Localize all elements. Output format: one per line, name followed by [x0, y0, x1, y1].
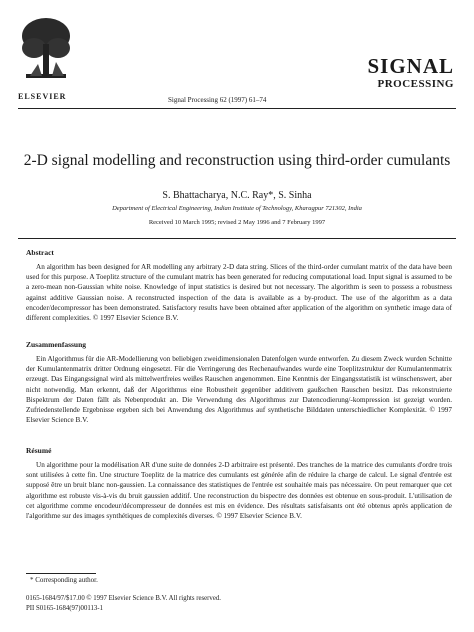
journal-title-line1: SIGNAL	[367, 54, 454, 78]
publisher-name: ELSEVIER	[18, 92, 67, 101]
corresponding-author-footnote: * Corresponding author.	[30, 576, 98, 584]
article-title: 2-D signal modelling and reconstruction using third-order cumulants	[23, 152, 451, 169]
abstract-heading: Abstract	[26, 248, 54, 257]
zusammenfassung-paragraph: Ein Algorithmus für die AR-Modellierung von beliebigen zweidimensionalen Datenfolgen wurde entworfen. Zu diesem Zweck wurden Schnitte der Kumulantenmatrix dritter Ordnung eingesetzt. Für die Verringerung des Rechenaufwandes wurde eine Toeplitzstruktur der Kumulantenmatrix erzeugt. Das Eingangssignal wird als mittelwertfreies weißes Rauschen angenommen. Eine Kenntnis der Eingangsstatistik ist wünschenswert, aber nicht notwendig. Man erkennt, daß der Algorithmus eine Robustheit gegenüber additivem gaußschen Rauschen besitzt. Das rekonstruierte Bispektrum der Daten fällt als Nebenprodukt an. Die Verwendung des Algorithmus zur Datencodierung/-kompression ist gezeigt worden. Zufriedenstellende Ergebnisse ergeben sich bei Anwendung des Algorithmus auf synthetische Bilddaten unterschiedlicher Komplexität. © 1997 Elsevier Science B.V.	[26, 355, 452, 425]
abstract-text	[26, 262, 452, 323]
zusammenfassung-heading: Zusammenfassung	[26, 340, 87, 349]
article-authors: S. Bhattacharya, N.C. Ray*, S. Sinha	[162, 190, 312, 201]
abstract-paragraph: An algorithm has been designed for AR modelling any arbitrary 2-D data string. Slices of the third-order cumulant matrix of the data have been used for this purpose. A Toeplitz structure of the cumulant matrix has been generated for reducing computational load. Input signal is assumed to be a zero-mean non-Gaussian white noise. Knowledge of input statistics is desired but not necessary. The algorithm is seen to possess a robustness against additive Gaussian noise. A reconstructed inspection of the data is available as a by-product. The use of the algorithm as a data encoder/decompressor has been demonstrated. Satisfactory results have been obtained after application of the algorithm on synthetic image data of different complexities. © 1997 Elsevier Science B.V.	[26, 263, 452, 323]
header-rule	[18, 108, 456, 109]
resume-text	[26, 460, 452, 521]
resume-heading: Résumé	[26, 446, 52, 455]
journal-title-line2: PROCESSING	[377, 78, 454, 90]
journal-title	[334, 56, 454, 90]
received-dates: Received 10 March 1995; revised 2 May 1996 and 7 February 1997	[148, 219, 326, 226]
resume-paragraph: Un algorithme pour la modélisation AR d'une suite de données 2-D arbitraire est présenté. Des tranches de la matrice des cumulants d'ordre trois sont utilisées à cette fin. Une structure Toeplitz de la matrice des cumulants est générée afin de réduire la charge de calcul. Le signal d'entrée est supposé être un bruit blanc non-gaussien. La connaissance des statistiques de l'entrée est souhaitée mais pas nécessaire. On peut remarquer que cet algorithme est robuste vis-à-vis du bruit gaussien additif. Une reconstruction du bispectre des données est obtenue en sous-produit. L'utilisation de cet algorithme comme encodeur/décompresseur de données est mis en évidence. Des résultats satisfaisants ont été obtenus après application de l'algorithme sur des images synthétiques de complexités diverses. © 1997 Elsevier Science B.V.	[26, 461, 452, 521]
zusammenfassung-text	[26, 354, 452, 425]
journal-reference: Signal Processing 62 (1997) 61–74	[168, 96, 267, 104]
pii-line: PII S0165-1684(97)00113-1	[26, 605, 103, 612]
issn-line: 0165-1684/97/$17.00 © 1997 Elsevier Science B.V. All rights reserved.	[26, 595, 221, 602]
title-rule	[18, 238, 456, 239]
footnote-rule	[26, 573, 96, 574]
author-affiliation: Department of Electrical Engineering, Indian Institute of Technology, Kharagpur 721302, India	[112, 205, 362, 212]
elsevier-tree-logo	[18, 14, 74, 84]
